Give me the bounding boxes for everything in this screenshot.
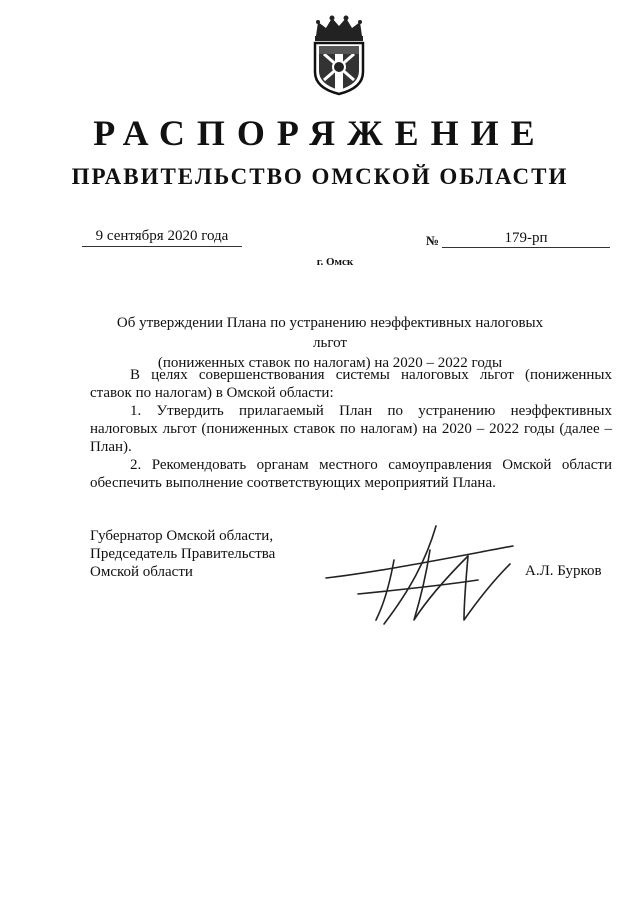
- document-date: 9 сентября 2020 года: [95, 228, 229, 244]
- handwritten-signature: [318, 520, 528, 630]
- signatory-title-block: [90, 527, 275, 581]
- document-body: [90, 366, 612, 492]
- subject-line-1: Об утверждении Плана по устранению неэффективных налоговых льгот: [116, 315, 544, 351]
- body-item-2: 2. Рекомендовать органам местного самоуправления Омской области обеспечить выполнение соответствующих мероприятий Плана.: [90, 457, 612, 491]
- number-underline: [442, 247, 610, 248]
- coat-of-arms-emblem: [302, 14, 376, 96]
- body-item-1: 1. Утвердить прилагаемый План по устранению неэффективных налоговых льгот (пониженных ставок по налогам) на 2020 – 2022 годы (далее – План).: [90, 403, 612, 455]
- issuing-authority: ПРАВИТЕЛЬСТВО ОМСКОЙ ОБЛАСТИ: [71, 164, 569, 189]
- signatory-title-line-2: Председатель Правительства: [90, 546, 276, 562]
- document-subject: [100, 313, 560, 373]
- body-intro-paragraph: В целях совершенствования системы налоговых льгот (пониженных ставок по налогам) в Омской области:: [90, 367, 612, 401]
- subject-line-2: (пониженных ставок по налогам) на 2020 – 2022 годы: [157, 355, 503, 371]
- city-label: г. Омск: [316, 256, 354, 268]
- document-type-title: РАСПОРЯЖЕНИЕ: [93, 113, 547, 153]
- signatory-name: А.Л. Бурков: [525, 563, 602, 579]
- signatory-title-line-1: Губернатор Омской области,: [90, 528, 274, 544]
- date-underline: [82, 246, 242, 247]
- document-number: 179-рп: [504, 230, 548, 246]
- signatory-title-line-3: Омской области: [90, 564, 193, 580]
- number-label: №: [426, 233, 440, 248]
